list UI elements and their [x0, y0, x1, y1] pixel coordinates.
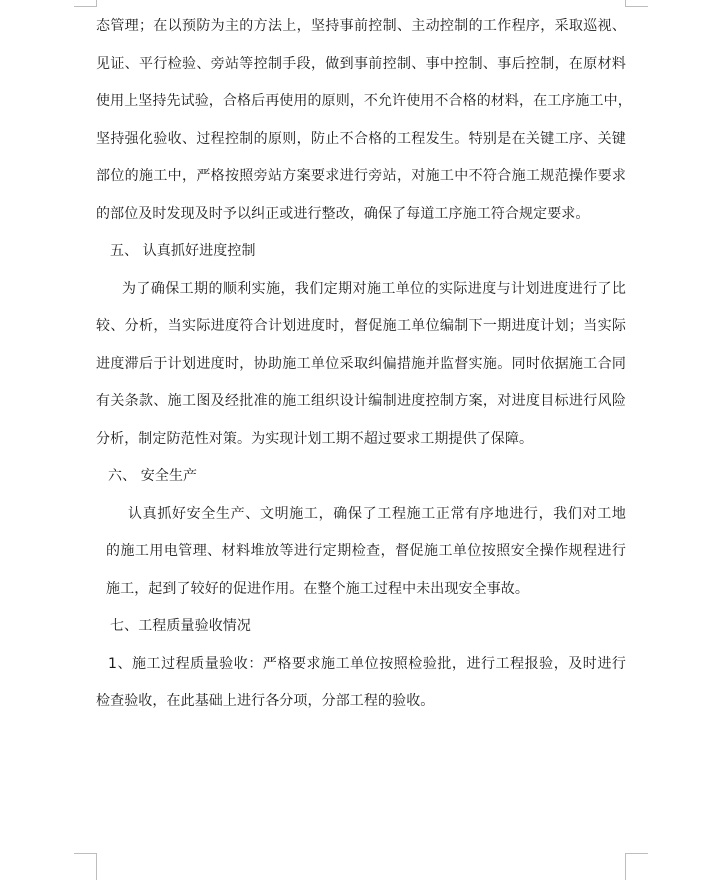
text-line: 部位的施工中，严格按照旁站方案要求进行旁站，对施工中不符合施工规范操作要求	[96, 168, 626, 184]
text-line: 检查验收，在此基础上进行各分项，分部工程的验收。	[96, 693, 435, 709]
section-heading-safety: 六、 安全生产	[108, 468, 198, 484]
text-line: 态管理；在以预防为主的方法上，坚持事前控制、主动控制的工作程序，采取巡视、	[96, 18, 626, 34]
paragraph-quality-control	[96, 8, 632, 233]
text-line: 进度滞后于计划进度时，协助施工单位采取纠偏措施并监督实施。同时依据施工合同	[96, 355, 626, 372]
crop-mark-top-right	[625, 0, 648, 7]
section-heading-progress-control: 五、 认真抓好进度控制	[110, 243, 256, 259]
paragraph-safety	[96, 496, 626, 609]
paragraph-quality-acceptance	[96, 646, 626, 721]
crop-mark-bottom-right	[625, 853, 648, 880]
text-line: 有关条款、施工图及经批准的施工组织设计编制进度控制方案，对进度目标进行风险	[96, 393, 626, 409]
document-body	[96, 8, 632, 721]
text-line: 见证、平行检验、旁站等控制手段，做到事前控制、事中控制、事后控制，在原材料	[96, 55, 626, 72]
text-line: 施工，起到了较好的促进作用。在整个施工过程中未出现安全事故。	[106, 580, 529, 597]
paragraph-progress-control	[96, 271, 626, 459]
text-line: 较、分析，当实际进度符合计划进度时，督促施工单位编制下一期进度计划；当实际	[96, 318, 626, 334]
crop-mark-top-left	[74, 0, 97, 7]
text-line: 坚持强化验收、过程控制的原则，防止不合格的工程发生。特别是在关键工序、关键	[96, 130, 626, 147]
section-heading-quality-acceptance: 七、工程质量验收情况	[110, 618, 251, 634]
text-line: 1、施工过程质量验收：严格要求施工单位按照检验批，进行工程报验，及时进行	[108, 655, 626, 672]
crop-mark-bottom-left	[74, 853, 97, 880]
text-line: 认真抓好安全生产、文明施工，确保了工程施工正常有序地进行，我们对工地	[128, 505, 626, 522]
text-line: 为了确保工期的顺利实施，我们定期对施工单位的实际进度与计划进度进行了比	[122, 280, 626, 297]
text-line: 分析，制定防范性对策。为实现计划工期不超过要求工期提供了保障。	[96, 430, 534, 447]
text-line: 的部位及时发现及时予以纠正或进行整改，确保了每道工序施工符合规定要求。	[96, 205, 590, 222]
text-line: 的施工用电管理、材料堆放等进行定期检查，督促施工单位按照安全操作规程进行	[106, 543, 626, 559]
text-line: 使用上坚持先试验，合格后再使用的原则，不允许使用不合格的材料，在工序施工中，	[96, 93, 632, 109]
